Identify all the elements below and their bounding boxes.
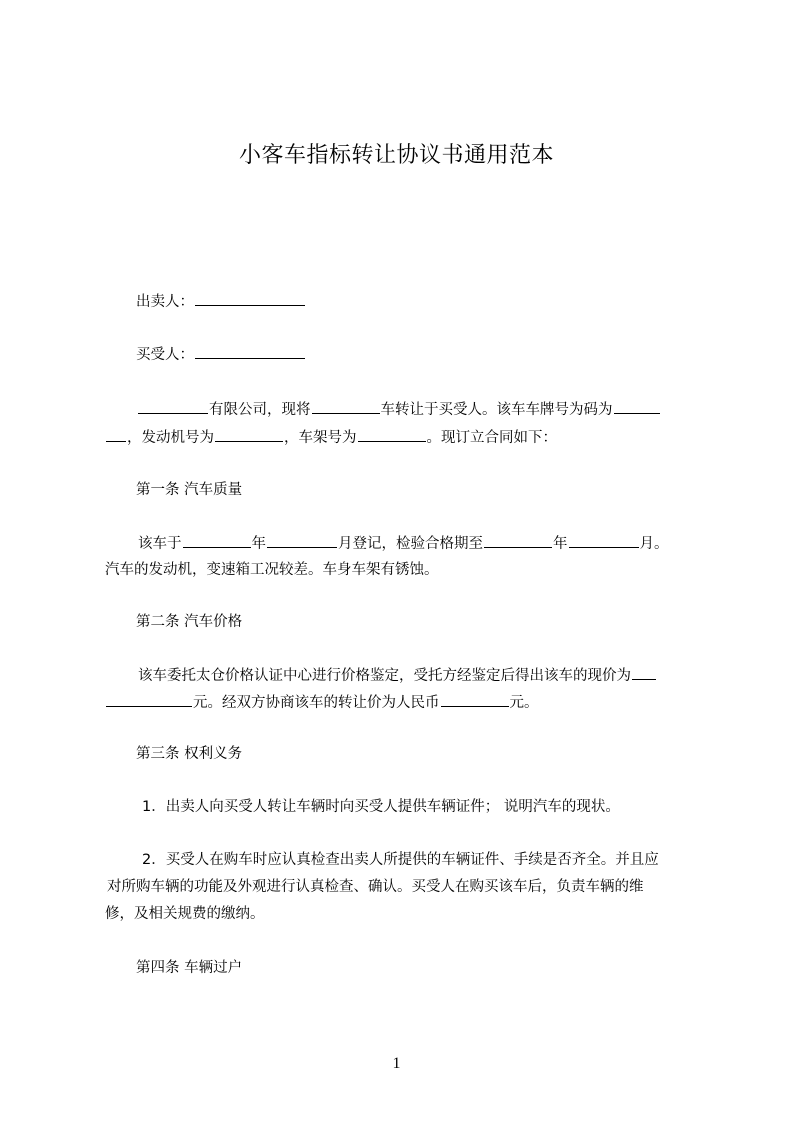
article1-line-1 — [138, 533, 669, 554]
a1-p1-c: 月登记，检验合格期至 — [338, 536, 483, 552]
engine-blank — [215, 427, 283, 442]
article4-heading: 第四条 车辆过户 — [136, 960, 243, 976]
buyer-label: 买受人： — [136, 347, 194, 363]
intro-line-1 — [137, 399, 661, 420]
article2-line-1 — [138, 665, 657, 686]
a1-p1-b: 年 — [251, 536, 266, 552]
buyer-line — [136, 344, 306, 365]
article3-item-1: 1．出卖人向买受人转让车辆时向买受人提供车辆证件； 说明汽车的现状。 — [142, 799, 620, 815]
a1-p1-d: 年 — [553, 536, 568, 552]
intro-part3: ，发动机号为 — [127, 430, 214, 446]
plate-blank-a — [614, 399, 660, 414]
valid-year-blank — [484, 533, 552, 548]
intro-part1: 有限公司，现将 — [209, 402, 311, 418]
article3-item-2-line-2: 对所购车辆的功能及外观进行认真检查、确认。买受人在购买该车后，负责车辆的维 — [107, 879, 644, 895]
plate-blank-b — [106, 427, 126, 442]
intro-part2: 车转让于买受人。该车车牌号为码为 — [380, 402, 613, 418]
article3-heading: 第三条 权利义务 — [136, 746, 243, 762]
document-title: 小客车指标转让协议书通用范本 — [238, 143, 554, 168]
a2-p1: 该车委托太仓价格认证中心进行价格鉴定，受托方经鉴定后得出该车的现价为 — [138, 668, 631, 684]
value-blank-a — [632, 665, 656, 680]
buyer-blank — [195, 344, 305, 359]
a1-p1-e: 月。 — [639, 536, 669, 552]
a1-p1-a: 该车于 — [138, 536, 182, 552]
article3-item-2-line-1: 2．买受人在购车时应认真检查出卖人所提供的车辆证件、手续是否齐全。并且应 — [142, 852, 659, 868]
a2-p2-a: 元。经双方协商该车的转让价为人民币 — [193, 695, 440, 711]
vehicle-blank — [312, 399, 380, 414]
article3-item-2-line-3: 修，及相关规费的缴纳。 — [105, 906, 265, 922]
article1-line-2: 汽车的发动机，变速箱工况较差。车身车架有锈蚀。 — [105, 562, 439, 578]
price-blank — [441, 692, 509, 707]
company-blank — [138, 399, 208, 414]
valid-month-blank — [569, 533, 639, 548]
intro-part5: 。现订立合同如下： — [426, 430, 557, 446]
page-number: 1 — [392, 1055, 401, 1072]
seller-line — [136, 291, 306, 312]
a2-p2-b: 元。 — [509, 695, 539, 711]
article1-heading: 第一条 汽车质量 — [136, 482, 243, 498]
article2-line-2 — [105, 692, 539, 713]
intro-line-2 — [105, 427, 557, 448]
intro-part4: ，车架号为 — [284, 430, 357, 446]
reg-year-blank — [183, 533, 251, 548]
seller-label: 出卖人： — [136, 294, 194, 310]
seller-blank — [195, 291, 305, 306]
value-blank-b — [106, 692, 192, 707]
article2-heading: 第二条 汽车价格 — [136, 614, 243, 630]
reg-month-blank — [267, 533, 337, 548]
chassis-blank — [358, 427, 426, 442]
